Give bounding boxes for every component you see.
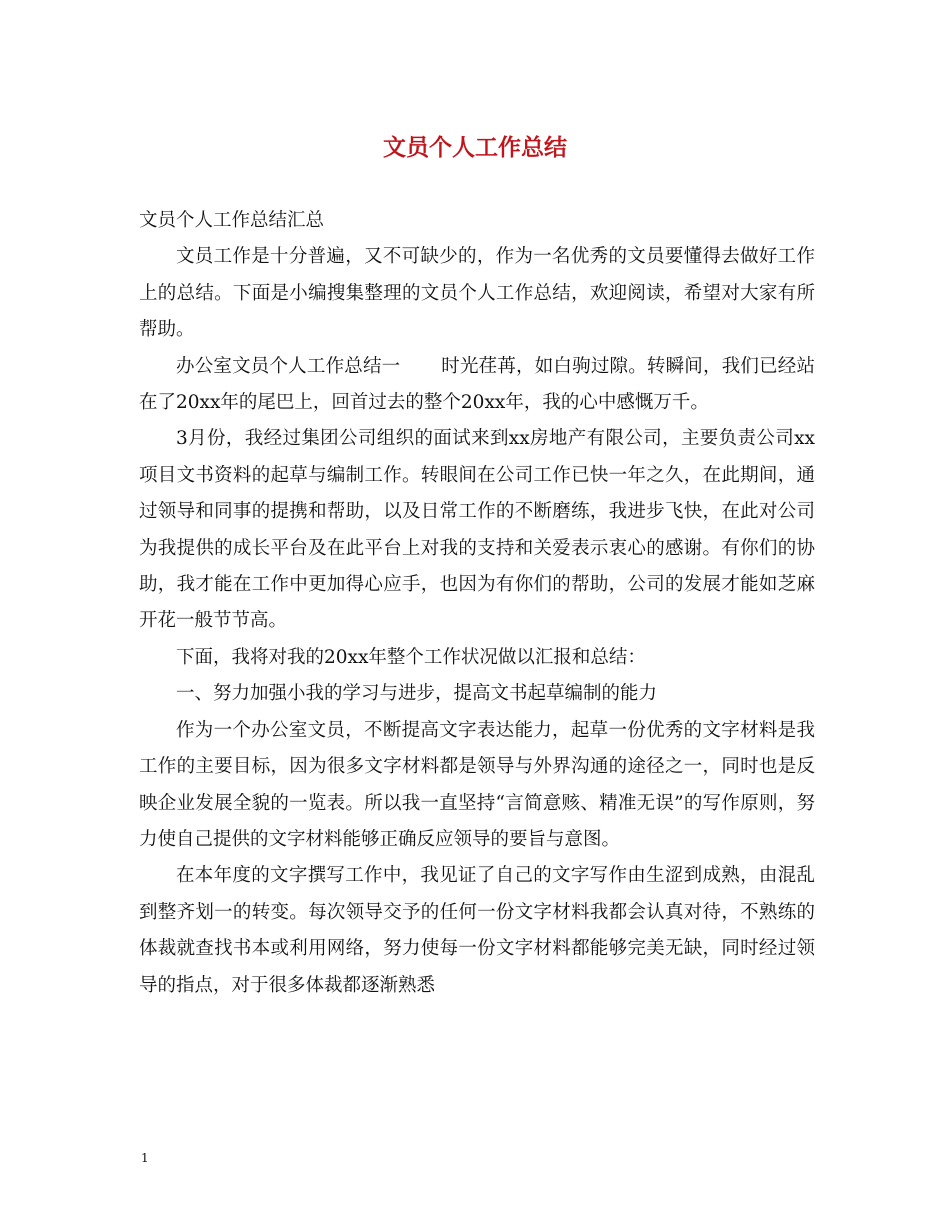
document-title: 文员个人工作总结 (383, 134, 567, 161)
march-paragraph: 3月份，我经过集团公司组织的面试来到xx房地产有限公司，主要负责公司xx项目文书资料的起草与编制工作。转眼间在公司工作已快一年之久，在此期间，通过领导和同事的提携和帮助，以及日常工作的不断磨练，我进步飞快，在此对公司为我提供的成长平台及在此平台上对我的支持和关爱表示衷心的感谢。有你们的协助，我才能在工作中更加得心应手，也因为有你们的帮助，公司的发展才能如芝麻开花一般节节高。 (139, 428, 815, 632)
point-one-heading: 一、努力加强小我的学习与进步，提高文书起草编制的能力 (176, 683, 658, 705)
section-paragraph (139, 349, 815, 422)
section-heading: 办公室文员个人工作总结一 (176, 355, 401, 377)
document-body (139, 203, 815, 1004)
intro-paragraph: 文员工作是十分普遍，又不可缺少的，作为一名优秀的文员要懂得去做好工作上的总结。下面是小编搜集整理的文员个人工作总结，欢迎阅读，希望对大家有所帮助。 (139, 246, 815, 341)
document-subtitle: 文员个人工作总结汇总 (139, 210, 325, 231)
summary-intro-paragraph: 下面，我将对我的20xx年整个工作状况做以汇报和总结： (176, 646, 646, 668)
year-paragraph: 在本年度的文字撰写工作中，我见证了自己的文字写作由生涩到成熟，由混乱到整齐划一的转变。每次领导交予的任何一份文字材料我都会认真对待，不熟练的体裁就查找书本或利用网络，努力使每一份文字材料都能够完美无缺，同时经过领导的指点，对于很多体裁都逐渐熟悉 (139, 865, 815, 996)
writing-paragraph: 作为一个办公室文员，不断提高文字表达能力，起草一份优秀的文字材料是我工作的主要目标，因为很多文字材料都是领导与外界沟通的途径之一，同时也是反映企业发展全貌的一览表。所以我一直坚持“言简意赅、精准无误”的写作原则，努力使自己提供的文字材料能够正确反应领导的要旨与意图。 (139, 719, 815, 850)
page-number: 1 (141, 1151, 149, 1165)
section-opening: 时光荏苒，如白驹过隙。转瞬间，我们已经站在了20xx年的尾巴上，回首过去的整个20xx年，我的心中感慨万千。 (139, 355, 815, 414)
